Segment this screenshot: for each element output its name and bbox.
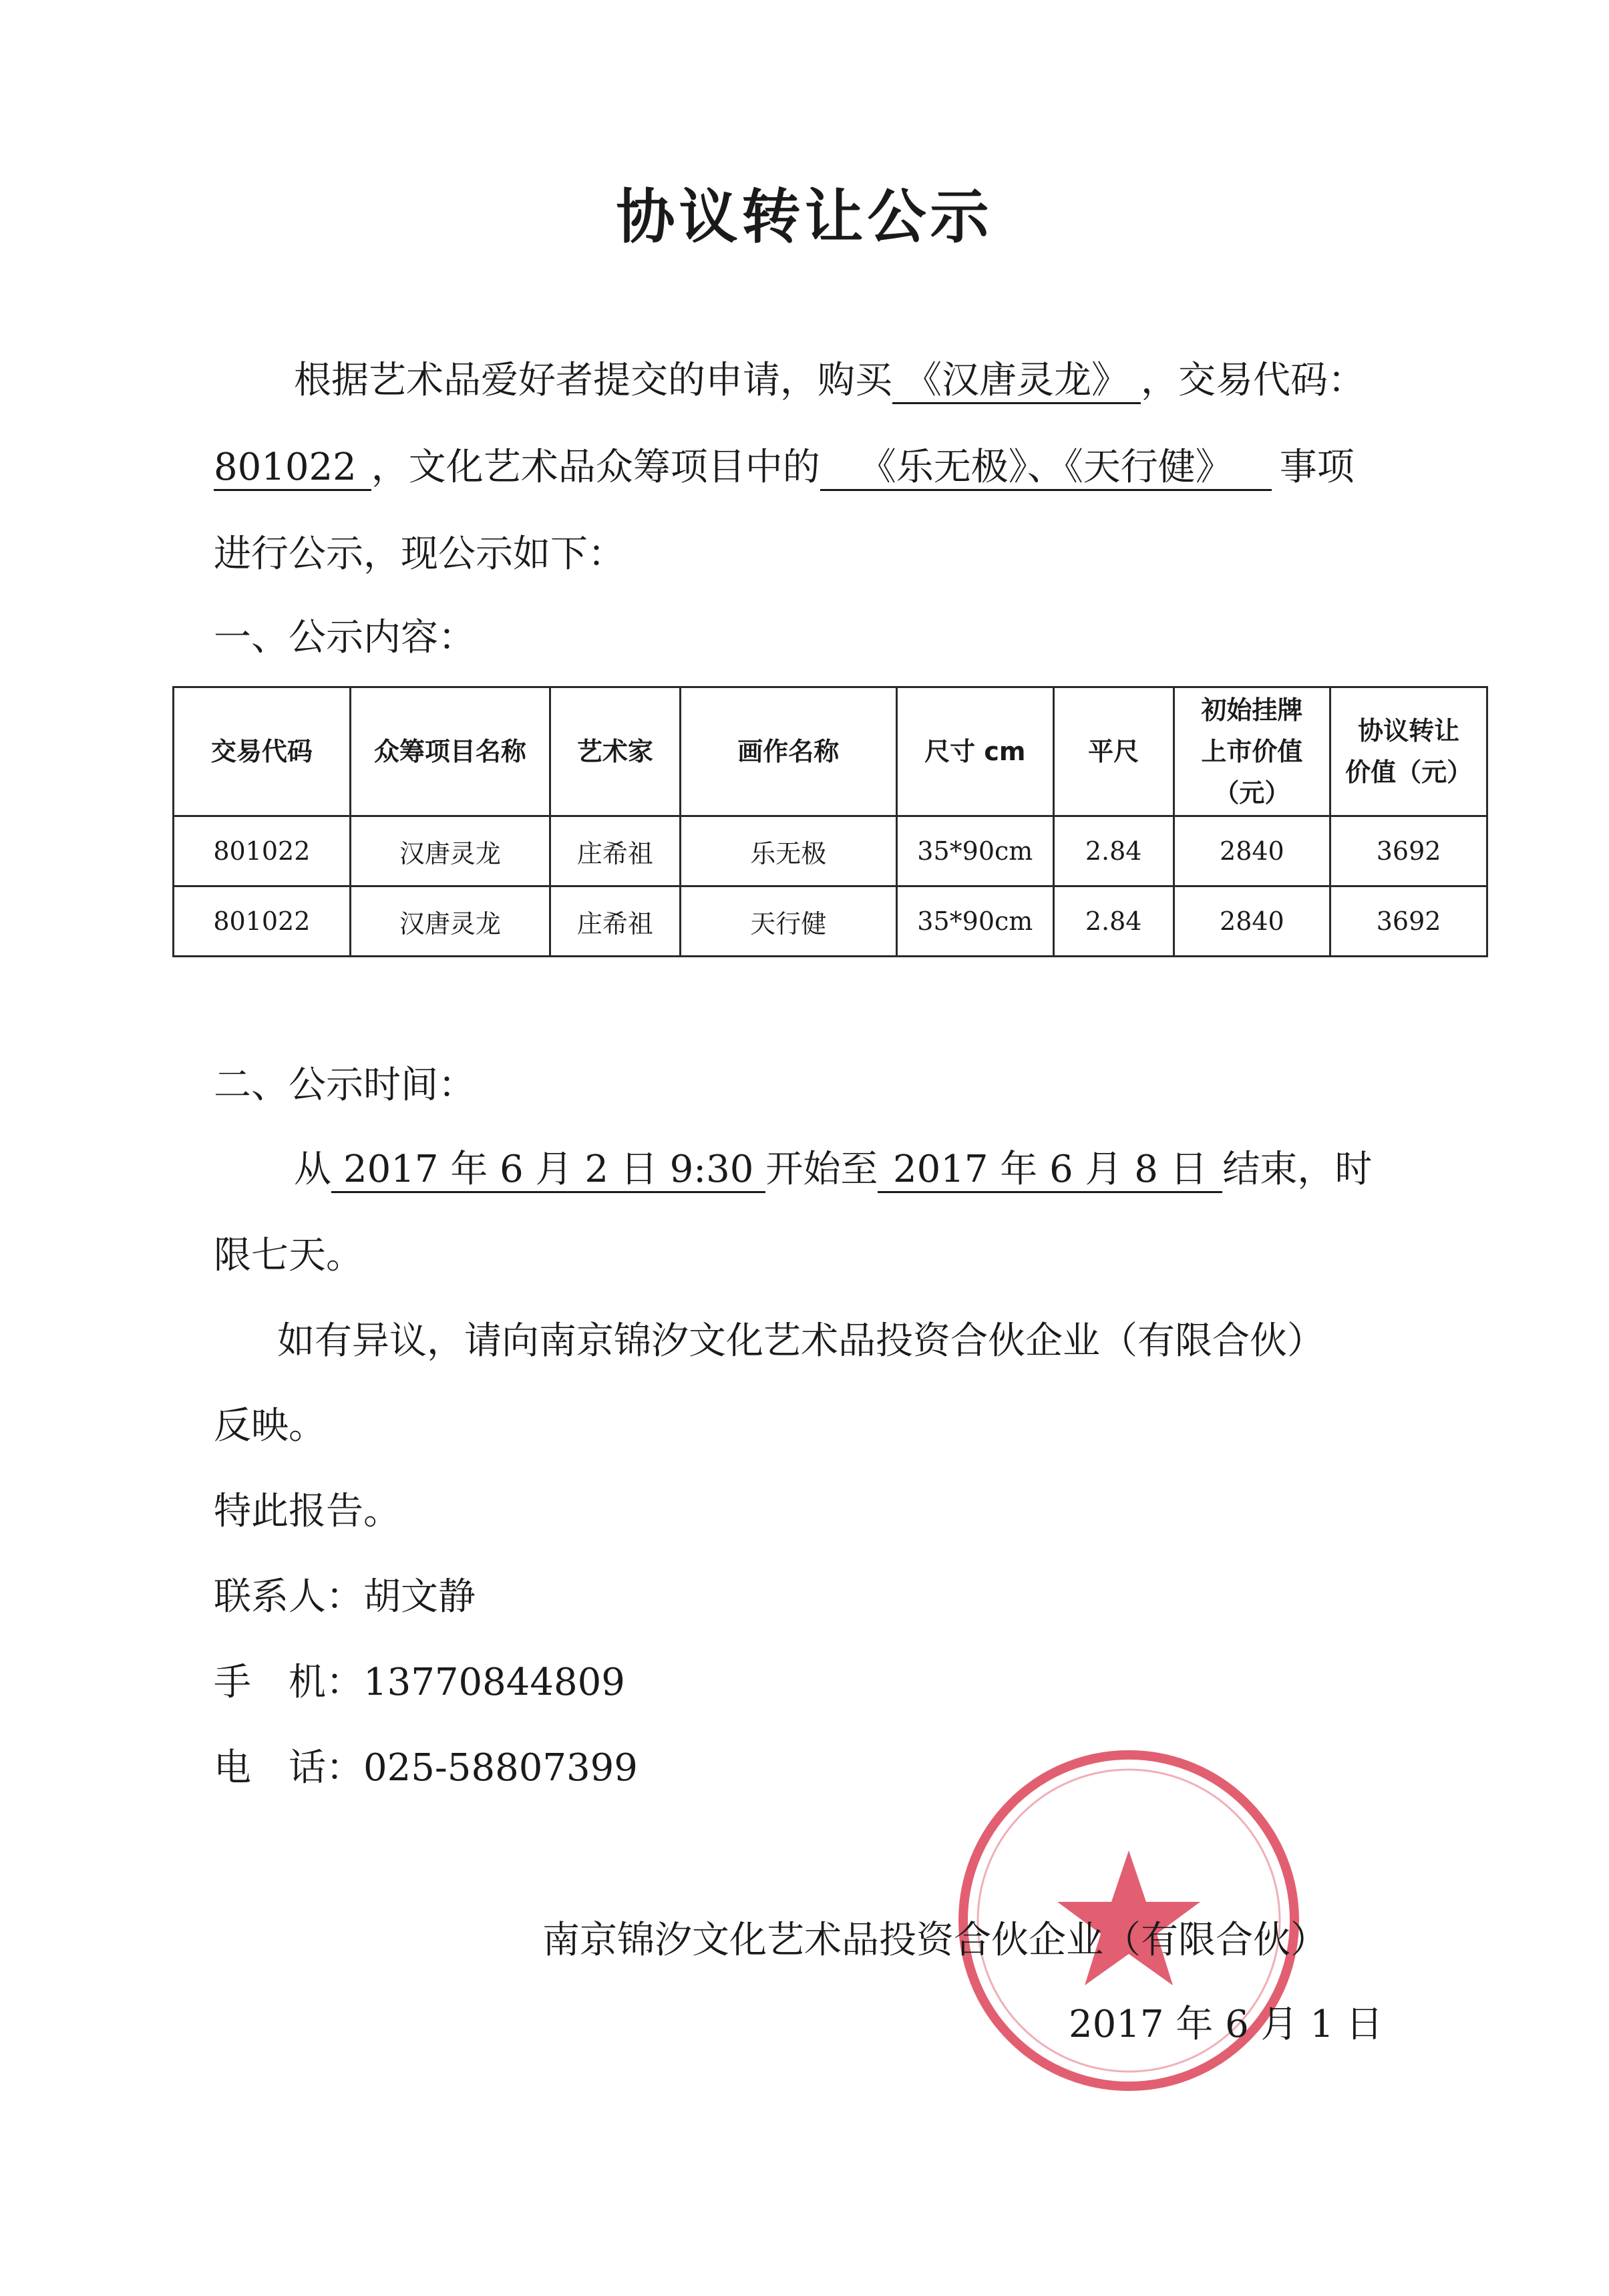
objection-line-2: 反映。 — [214, 1404, 326, 1448]
project-name: 《汉唐灵龙》 — [892, 359, 1141, 404]
contact-phone: 电 话：025-58807399 — [214, 1746, 638, 1790]
header-size: 尺寸 cm — [896, 687, 1053, 816]
contact-mobile: 手 机：13770844809 — [214, 1661, 625, 1704]
contact-person: 联系人：胡文静 — [214, 1575, 476, 1619]
table-row: 801022 汉唐灵龙 庄希祖 天行健 35*90cm 2.84 2840 3692 — [174, 886, 1487, 957]
phone-number: 025-58807399 — [363, 1746, 638, 1790]
header-transfer-price: 协议转让 价值（元） — [1330, 687, 1487, 816]
intro-line-2: 801022 ，文化艺术品众筹项目中的 《乐无极》、《天行健》 事项 — [214, 444, 1355, 491]
artwork-names: 《乐无极》、《天行健》 — [820, 446, 1272, 491]
disclosure-table — [172, 686, 1488, 957]
period-start: 2017 年 6 月 2 日 9:30 — [331, 1148, 765, 1193]
trade-code: 801022 — [214, 446, 371, 491]
period-end: 2017 年 6 月 8 日 — [878, 1148, 1222, 1193]
header-initial-price: 初始挂牌 上市价值 （元） — [1174, 687, 1330, 816]
table-header-row — [174, 687, 1487, 816]
objection-line-1: 如有异议，请向南京锦汐文化艺术品投资合伙企业（有限合伙） — [277, 1319, 1324, 1363]
header-artist: 艺术家 — [550, 687, 681, 816]
header-square-feet: 平尺 — [1053, 687, 1174, 816]
section-1-heading: 一、公示内容： — [214, 616, 476, 659]
signature-date: 2017 年 6 月 1 日 — [1069, 2003, 1383, 2046]
signature-org: 南京锦汐文化艺术品投资合伙企业（有限合伙） — [542, 1919, 1328, 1962]
section-2-heading: 二、公示时间： — [214, 1063, 476, 1107]
closing-line: 特此报告。 — [214, 1490, 401, 1533]
header-work-name: 画作名称 — [680, 687, 896, 816]
intro-line-1: 根据艺术品爱好者提交的申请，购买 《汉唐灵龙》 ，交易代码： — [294, 357, 1365, 404]
period-line-2: 限七天。 — [214, 1234, 363, 1277]
table-row: 801022 汉唐灵龙 庄希祖 乐无极 35*90cm 2.84 2840 3692 — [174, 816, 1487, 886]
header-project-name: 众筹项目名称 — [350, 687, 550, 816]
document-title: 协议转让公示 — [616, 182, 993, 251]
intro-line-3: 进行公示，现公示如下： — [214, 532, 625, 576]
header-trade-code: 交易代码 — [174, 687, 351, 816]
mobile-number: 13770844809 — [363, 1661, 625, 1704]
period-line-1: 从 2017 年 6 月 2 日 9:30 开始至 2017 年 6 月 8 日 结束，时 — [294, 1146, 1372, 1193]
